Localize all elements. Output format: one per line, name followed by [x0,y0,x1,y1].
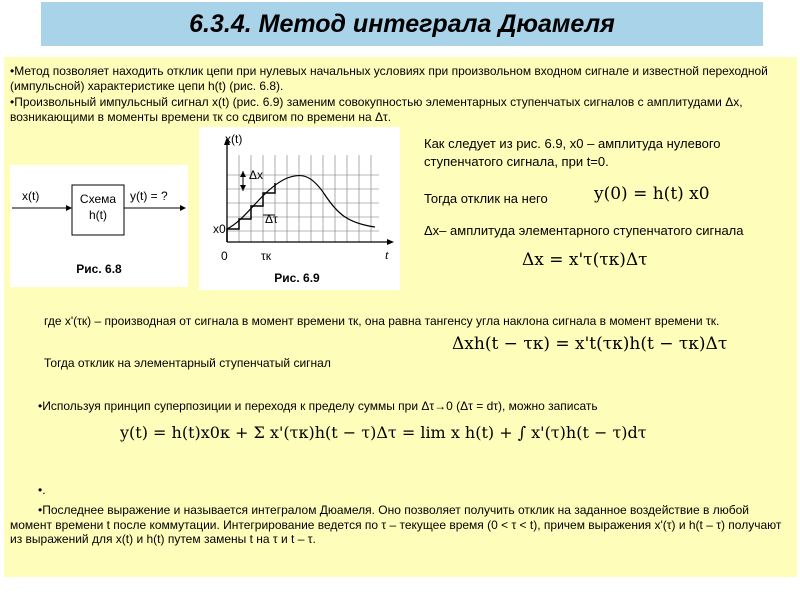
paragraph-elementary-response: Тогда отклик на элементарный ступенчатый сигнал [44,356,331,370]
block-label-line1: Схема [79,192,117,206]
circuit-diagram [10,165,188,287]
paragraph-conclusion: •Последнее выражение и называется интегралом Дюамеля. Оно позволяет получить отклик на заданное воздействие в любой момент времени t после коммутации. Интегрирование ведется по τ – текущее время (0 < τ < t), причем выражения x'(τ) и h(t – τ) получают из выражений для x(t) и h(t) путем замены t на τ и t – τ. [10,503,782,546]
input-label: x(t) [22,189,40,203]
t-axis-arrowhead [387,239,394,245]
dx-explanation: Δx– амплитуда элементарного ступенчатого сигнала [424,223,744,238]
x0-explanation: Как следует из рис. 6.9, x0 – амплитуда нулевого ступенчатого сигнала, при t=0. [424,136,721,169]
output-label: y(t) = ? [130,189,168,203]
paragraph-derivative: где x'(τк) – производная от сигнала в момент времени τк, она равна тангенсу угла наклона сигнала в момент времени τк. [44,314,720,328]
slide-title: 6.3.4. Метод интеграла Дюамеля [189,10,615,38]
x0-label: x0 [213,222,226,236]
dx-label: Δx [249,168,264,182]
paragraph-impulse-signal: •Произвольный импульсный сигнал x(t) (рис. 6.9) заменим совокупностью элементарных ступенчатых сигналов с амплитудами Δx, возникающими в моменты времени τк со сдвигом по времени на Δτ. [10,95,743,124]
paragraph-method: •Метод позволяет находить отклик цепи при нулевых начальных условиях при произвольном входном сигнале и известной переходной (импульсной) характеристике цепи h(t) (рис. 6.8). [10,64,768,93]
dx-arrow-down [240,185,246,191]
paragraph-superposition: •Используя принцип суперпозиции и переходя к пределу суммы при Δτ→0 (Δτ = dτ), можно записать [38,399,598,413]
formula-elementary-response: Δxh(t − τк) = x't(τк)h(t − τк)Δτ [452,334,728,354]
figure-6-9-caption: Рис. 6.9 [274,271,320,285]
figure-6-8 [10,165,188,287]
figure-6-8-caption: Рис. 6.8 [76,262,122,276]
block-label-line2: h(t) [89,208,107,222]
response-intro: Тогда отклик на него [424,191,548,206]
signal-curve [227,176,375,229]
formula-y0: y(0) = h(t) x0 [594,184,710,204]
dtau-label: Δτ [265,212,278,226]
tau-k-label: τк [261,249,271,263]
paragraph-dot: •. [38,483,46,497]
dx-arrow-up [240,171,246,177]
output-arrowhead [180,205,186,211]
formula-duhamel-integral: y(t) = h(t)x0к + Σ x'(τк)h(t − τ)Δτ = lim x h(t) + ∫ x'(τ)h(t − τ)dτ [120,423,647,442]
title-bar [41,2,763,46]
t-axis-label: t [385,247,389,262]
signal-plot [199,127,400,290]
zero-label: 0 [221,249,228,263]
input-arrowhead [66,205,72,211]
formula-dx: Δx = x'τ(τк)Δτ [522,250,648,270]
figure-6-9 [199,127,400,290]
y-axis-label: x(t) [225,132,243,146]
